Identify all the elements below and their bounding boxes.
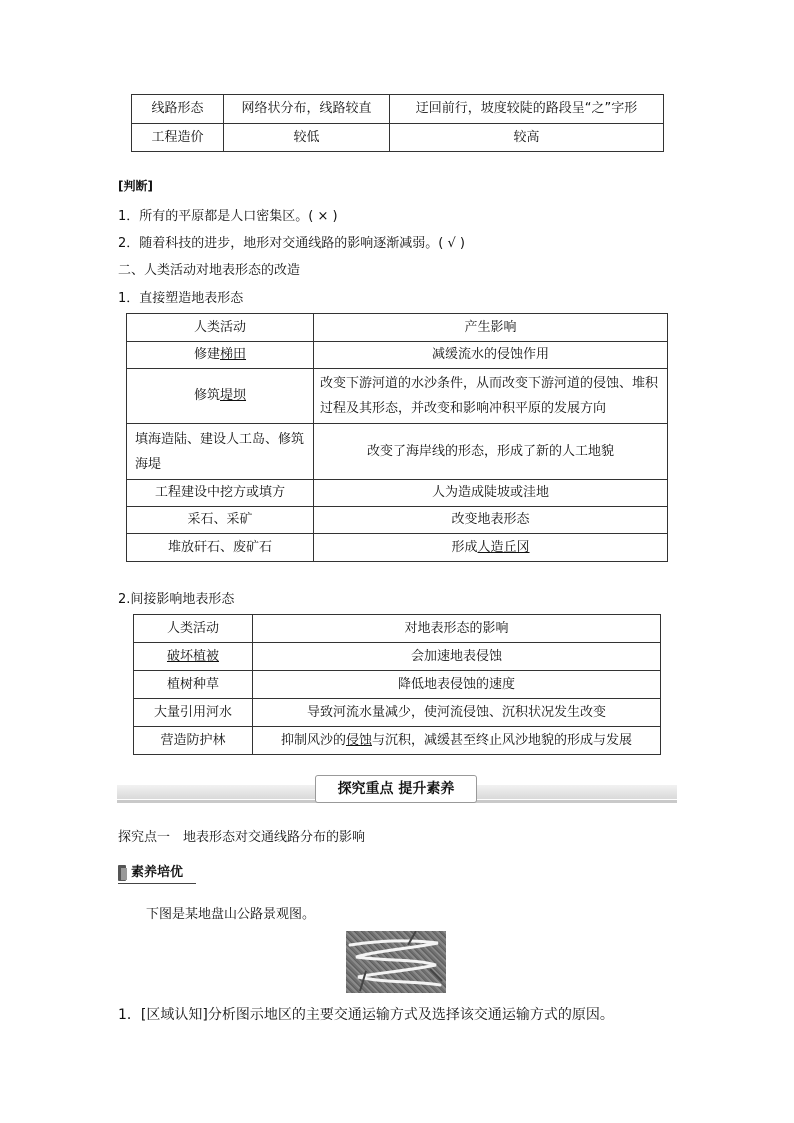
effect-cell: 改变地表形态 (314, 507, 668, 534)
section-banner (117, 775, 677, 807)
activity-cell: 填海造陆、建设人工岛、修筑海堤 (127, 424, 314, 480)
mountain-road-photo (346, 931, 446, 993)
indirect-influence-table (133, 614, 661, 755)
effect-cell: 降低地表侵蚀的速度 (253, 671, 661, 699)
subsection-title: 2.间接影响地表形态 (118, 592, 235, 607)
activity-cell: 堆放矸石、废矿石 (127, 534, 314, 562)
explore-title: 探究点一 地表形态对交通线路分布的影响 (118, 830, 366, 845)
table-row (134, 643, 661, 671)
table-row (132, 95, 664, 124)
activity-cell: 修筑堤坝 (127, 369, 314, 424)
tag-marker-shadow-icon (121, 868, 127, 880)
direct-shaping-table (126, 313, 668, 562)
effect-cell: 人为造成陡坡或洼地 (314, 480, 668, 507)
table-cell: 较高 (390, 124, 664, 152)
table-header-row (134, 615, 661, 643)
judge-item: 2．随着科技的进步，地形对交通线路的影响逐渐减弱。( √ ) (118, 236, 465, 251)
activity-cell: 大量引用河水 (134, 699, 253, 727)
table-cell: 迂回前行，坡度较陡的路段呈“之”字形 (390, 95, 664, 124)
effect-cell: 改变了海岸线的形态，形成了新的人工地貌 (314, 424, 668, 480)
judge-heading: [判断] (118, 179, 153, 193)
column-header: 对地表形态的影响 (253, 615, 661, 643)
activity-cell: 植树种草 (134, 671, 253, 699)
question-text: 1．[区域认知]分析图示地区的主要交通运输方式及选择该交通运输方式的原因。 (118, 1007, 614, 1023)
effect-cell: 抑制风沙的侵蚀与沉积，减缓甚至终止风沙地貌的形成与发展 (253, 727, 661, 755)
effect-cell: 改变下游河道的水沙条件，从而改变下游河道的侵蚀、堆积过程及其形态，并改变和影响冲积平原的发展方向 (314, 369, 668, 424)
table-row (134, 699, 661, 727)
section-tag (118, 863, 196, 884)
table-row (127, 507, 668, 534)
activity-cell: 营造防护林 (134, 727, 253, 755)
winding-road-icon (346, 931, 446, 993)
activity-cell: 工程建设中挖方或填方 (127, 480, 314, 507)
effect-cell: 形成人造丘冈 (314, 534, 668, 562)
table-cell: 较低 (224, 124, 390, 152)
table-row (127, 480, 668, 507)
column-header: 产生影响 (314, 314, 668, 342)
column-header: 人类活动 (134, 615, 253, 643)
table-row (127, 369, 668, 424)
table-row (132, 124, 664, 152)
intro-text: 下图是某地盘山公路景观图。 (146, 907, 316, 922)
tag-label: 素养培优 (131, 865, 184, 880)
activity-cell: 采石、采矿 (127, 507, 314, 534)
table-row (127, 424, 668, 480)
table-row (134, 727, 661, 755)
table-header-row (127, 314, 668, 342)
effect-cell: 减缓流水的侵蚀作用 (314, 342, 668, 369)
table-cell: 网络状分布，线路较直 (224, 95, 390, 124)
table-cell: 工程造价 (132, 124, 224, 152)
activity-cell: 破坏植被 (134, 643, 253, 671)
comparison-table (131, 94, 664, 152)
banner-title: 探究重点 提升素养 (315, 775, 477, 803)
table-row (134, 671, 661, 699)
section-title: 二、人类活动对地表形态的改造 (118, 263, 301, 278)
effect-cell: 会加速地表侵蚀 (253, 643, 661, 671)
table-row (127, 534, 668, 562)
activity-cell: 修建梯田 (127, 342, 314, 369)
judge-item: 1．所有的平原都是人口密集区。( × ) (118, 209, 338, 224)
table-row (127, 342, 668, 369)
subsection-title: 1．直接塑造地表形态 (118, 291, 244, 306)
table-cell: 线路形态 (132, 95, 224, 124)
effect-cell: 导致河流水量减少，使河流侵蚀、沉积状况发生改变 (253, 699, 661, 727)
column-header: 人类活动 (127, 314, 314, 342)
